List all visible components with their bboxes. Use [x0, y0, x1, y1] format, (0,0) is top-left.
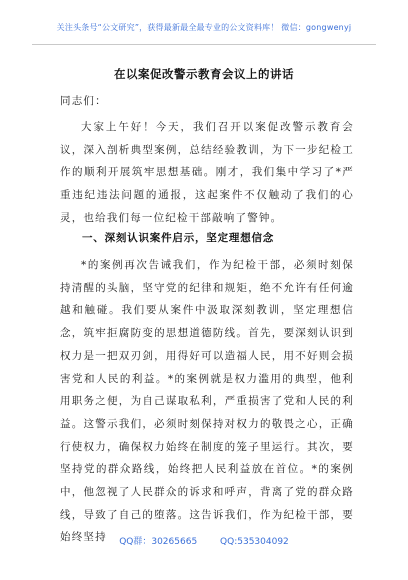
- paragraph-1-text: 大家上午好！今天，我们召开以案促改警示教育会议，深入剖析典型案例，总结经验教训，为下一步纪检工作的顺利开展筑牢思想基础。刚才，我们集中学习了*严重违纪违法问题的通报，这起案件不仅触动了我们的心灵，也给我们每一位纪检干部敲响了警钟。: [60, 121, 354, 224]
- section-heading-1: 一、深刻认识案件启示，坚定理想信念: [82, 232, 275, 244]
- document-title: 在以案促改警示教育会议上的讲话: [114, 67, 294, 81]
- paragraph-1: [60, 116, 354, 230]
- salutation: 同志们：: [60, 95, 107, 107]
- footer-qq: QQ:535304092: [220, 537, 289, 547]
- paragraph-2-text: *的案例再次告诫我们，作为纪检干部，必须时刻保持清醒的头脑，坚守党的纪律和规矩，绝不允许有任何逾越和触碰。我们要从案件中汲取深刻教训，坚定理想信念，筑牢拒腐防变的思想道德防线。首先，要深刻认识到权力是一把双刃剑，用得好可以造福人民，用不好则会损害党和人民的利益。*的案例就是权力滥用的典型，他利用职务之便，为自己谋取私利，严重损害了党和人民的利益。这警示我们，必须时刻保持对权力的敬畏之心，正确行使权力，确保权力始终在制度的笼子里运行。其次，要坚持党的群众路线，始终把人民利益放在首位。*的案例中，他忽视了人民群众的诉求和呼声，背离了党的群众路线，导致了自己的堕落。这告诉我们，作为纪检干部，要始终坚持: [60, 259, 354, 544]
- footer-contact: [0, 534, 408, 547]
- paragraph-2: [60, 254, 354, 549]
- header-banner: 关注头条号“公文研究”，获得最新最全最专业的公文资料库！ 微信：gongwenyj: [56, 23, 352, 32]
- footer-qq-group: QQ群：30265665: [119, 537, 198, 547]
- header-divider: [32, 44, 376, 45]
